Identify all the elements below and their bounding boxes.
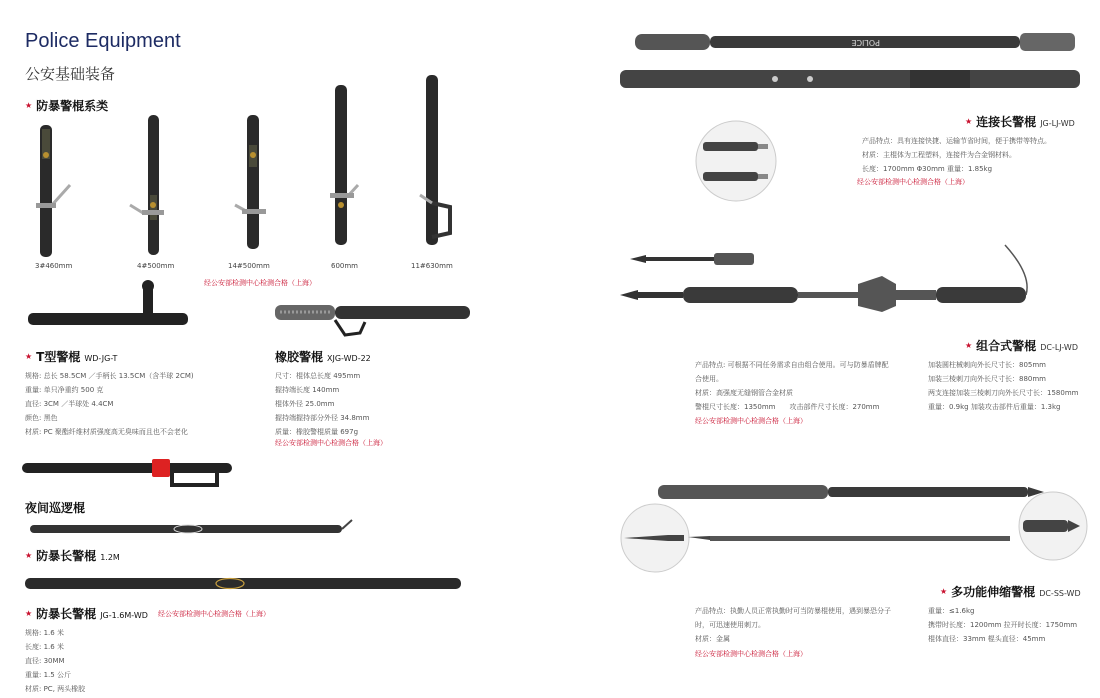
page-title: Police Equipment [25,30,181,52]
star-icon: ★ [25,101,33,110]
section-title: 防暴长警棍 [36,549,97,563]
baton-series-image [30,115,470,265]
rubber-baton-image [275,300,475,345]
certification-note: 经公安部检测中心检测合格（上海） [695,417,807,425]
flashlight-baton-image [22,455,237,490]
section-title: 防暴警棍系类 [36,99,109,113]
spec-line: 携带时长度：1200mm 拉开时长度：1750mm [928,621,1078,629]
section-long-baton-12 [25,547,120,564]
star-icon: ★ [965,341,973,350]
star-icon: ★ [25,551,33,560]
rubber-baton-specs [275,369,369,439]
multi-baton-specs-left [695,604,891,646]
combo-baton-image [620,240,1035,320]
product-code: 1.2M [100,553,120,562]
spec-line: 长度：1700mm Φ30mm 重量：1.85kg [862,165,993,173]
star-icon: ★ [940,587,948,596]
section-rubber-baton [275,348,371,365]
page-subtitle: 公安基础装备 [25,65,116,83]
spec-line: 棍体外径 25.0mm [275,400,335,408]
spec-line: 警棍尺寸长度：1350mm 攻击部件尺寸长度：270mm [695,403,880,411]
combo-baton-specs-left [695,358,889,414]
baton-600-image [330,85,358,245]
multi-baton-specs-right [928,604,1077,646]
spec-line: 材质：金属 [695,635,730,643]
combo-baton-specs-right [928,358,1078,414]
baton-460-image [36,125,70,257]
spec-line: 质量：橡胶警棍质量 697g [275,428,359,436]
spec-line: 尺寸：棍体总长度 495mm [275,372,361,380]
section-title: 橡胶警棍 [275,350,324,364]
caption-500: 4#500mm [137,262,175,270]
spec-line: 长度: 1.6 米 [25,643,64,651]
t-baton-specs [25,369,194,439]
baton-630-image [420,75,450,245]
certification-note: 经公安部检测中心检测合格（上海） [204,279,316,287]
certification-note: 经公安部检测中心检测合格（上海） [158,610,270,618]
night-patrol-baton-image [30,518,360,540]
section-title: 组合式警棍 [976,339,1037,353]
star-icon: ★ [25,352,33,361]
baton-14-500-image [235,115,266,249]
spec-line: 握持端长度 140mm [275,386,340,394]
spec-line: 重量：0.9kg 加装攻击部件后重量：1.3kg [928,403,1061,411]
spec-line: 加装三棱刺刀向外长尺寸长：880mm [928,375,1046,383]
section-multi-baton [940,583,1081,600]
section-t-baton [25,348,117,365]
spec-line: 规格: 1.6 米 [25,629,64,637]
section-title: 夜间巡逻棍 [25,501,86,515]
spec-line: 棍体直径：33mm 棍头直径：45mm [928,635,1046,643]
star-icon: ★ [25,609,33,618]
section-night-patrol [25,499,85,516]
spec-line: 加装圆柱械刺向外长尺寸长：805mm [928,361,1046,369]
connect-baton-specs [862,134,1051,176]
long-baton-16-specs [25,626,85,696]
certification-note: 经公安部检测中心检测合格（上海） [275,439,387,447]
spec-line: 重量: 1.5 公斤 [25,671,71,679]
section-title: T型警棍 [36,350,81,364]
section-title: 连接长警棍 [976,115,1037,129]
long-baton-12-image [25,574,465,594]
section-title: 多功能伸缩警棍 [951,585,1036,599]
spec-line: 材质: PC, 两头橡胶 [25,685,86,693]
connector-detail-image [695,120,777,202]
section-connect-baton [965,113,1075,130]
spec-line: 重量: 单只净重约 500 克 [25,386,104,394]
multi-baton-image [618,480,1088,575]
product-code: DC-LJ-WD [1040,343,1078,352]
spec-line: 重量：≤1.6kg [928,607,975,615]
spec-line: 握持端握持部分外径 34.8mm [275,414,370,422]
spec-line: 材质：主棍体为工程塑料，连接件为合金钢材料。 [862,151,1016,159]
spec-line: 颜色: 黑色 [25,414,58,422]
section-long-baton-16 [25,605,148,622]
spec-line: 时，可迅速使用刺刀。 [695,621,765,629]
product-code: DC-SS-WD [1039,589,1081,598]
certification-note: 经公安部检测中心检测合格（上海） [695,650,807,658]
product-code: XJG-WD-22 [327,354,371,363]
spec-line: 材质: PC 聚酯纤维材质强度高无臭味而且也不会老化 [25,428,188,436]
section-baton-series [25,97,108,114]
spec-line: 产品特点: 可根据不同任务需求自由组合使用。可与防暴盾牌配 [695,361,889,369]
section-combo-baton [965,337,1078,354]
spec-line: 两支连接加装三棱刺刀向外长尺寸长：1580mm [928,389,1079,397]
spec-line: 直径: 30MM [25,657,65,665]
product-code: JG-LJ-WD [1040,119,1075,128]
baton-500-image [130,115,164,255]
star-icon: ★ [965,117,973,126]
spec-line: 合使用。 [695,375,723,383]
spec-line: 规格: 总长 58.5CM ／手柄长 13.5CM（含半球 2CM) [25,372,194,380]
caption-460: 3#460mm [35,262,73,270]
spec-line: 材质：高强度无缝钢管合金材质 [695,389,793,397]
police-stick-text: POLICE [851,38,880,47]
product-code: JG-1.6M-WD [100,611,148,620]
caption-630: 11#630mm [411,262,453,270]
certification-note: 经公安部检测中心检测合格（上海） [857,178,969,186]
caption-600: 600mm [331,262,358,270]
spec-line: 直径: 3CM ／半球处 4.4CM [25,400,114,408]
product-code: WD-JG-T [84,354,118,363]
caption-14-500: 14#500mm [228,262,270,270]
connect-baton-image [635,30,1080,95]
section-title: 防暴长警棍 [36,607,97,621]
spec-line: 产品特点：执勤人员正常执勤时可当防暴棍使用，遇到暴恐分子 [695,607,891,615]
spec-line: 产品特点：具有连接快捷、运输节省时间，便于携带等特点。 [862,137,1051,145]
t-baton-image [28,283,198,333]
